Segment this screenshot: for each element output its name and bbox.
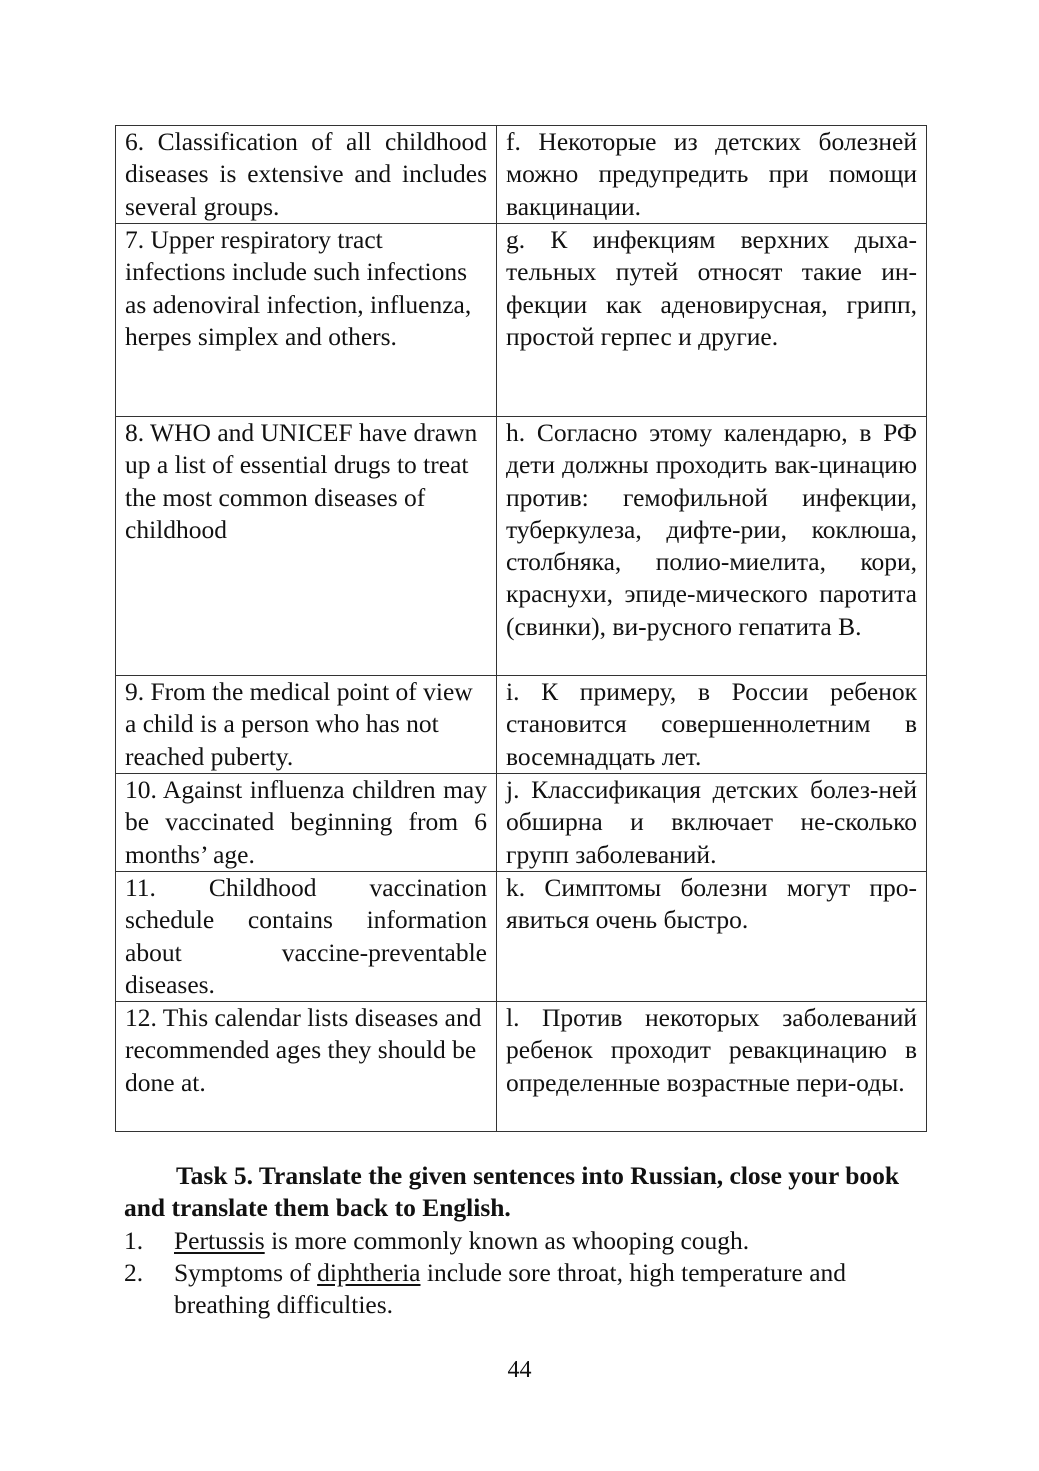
task-section: [124, 1160, 916, 1321]
item-text: include sore throat, high temperature and breathing difficulties.: [174, 1257, 847, 1320]
english-sentence: 6. Classification of all childhood diseases is extensive and includes several groups.: [125, 127, 487, 221]
russian-sentence: k. Симптомы болезни могут про-явиться очень быстро.: [506, 873, 917, 935]
russian-sentence-cell: [497, 676, 927, 774]
russian-sentence-cell: [497, 126, 927, 224]
english-sentence: 12. This calendar lists diseases and recommended ages they should be done at.: [125, 1003, 482, 1097]
russian-sentence-cell: [497, 1002, 927, 1132]
english-sentence-cell: [116, 417, 497, 676]
english-sentence: 9. From the medical point of view a child is a person who has not reached puberty.: [125, 677, 473, 771]
task-title: Task 5. Translate the given sentences into Russian, close your book and translate them back to English.: [124, 1161, 900, 1223]
item-text-prefix: Symptoms of: [174, 1257, 318, 1287]
english-sentence-cell: [116, 872, 497, 1002]
russian-sentence: f. Некоторые из детских болезней можно предупредить при помощи вакцинации.: [506, 127, 917, 221]
list-item: [124, 1225, 916, 1257]
sentence-list: [124, 1225, 916, 1322]
english-sentence: 8. WHO and UNICEF have drawn up a list of essential drugs to treat the most common diseases of childhood: [125, 418, 478, 544]
russian-sentence: h. Согласно этому календарю, в РФ дети должны проходить вак-цинацию против: гемофильной инфекции, туберкулеза, дифте-рии, коклюша, столбняка, полио-миелита, кори, краснухи, эпиде-мического паротита (свинки), ви-русного гепатита В.: [506, 418, 917, 641]
table-row: [116, 676, 927, 774]
russian-sentence: j. Классификация детских болез-ней обширна и включает не-сколько групп заболеваний.: [506, 775, 917, 869]
table-row: [116, 872, 927, 1002]
english-sentence: 11. Childhood vaccination schedule contains information about vaccine-preventable diseases.: [125, 873, 487, 999]
russian-sentence: g. К инфекциям верхних дыха-тельных путей относят такие ин-фекции как аденовирусная, грипп, простой герпес и другие.: [506, 225, 917, 351]
table-row: [116, 417, 927, 676]
term-underlined: Pertussis: [174, 1225, 265, 1255]
english-sentence: 7. Upper respiratory tract infections include such infections as adenoviral infection, influenza, herpes simplex and others.: [125, 225, 472, 351]
english-sentence-cell: [116, 676, 497, 774]
item-text: is more commonly known as whooping cough.: [264, 1225, 750, 1255]
russian-sentence-cell: [497, 417, 927, 676]
term-underlined: diphtheria: [317, 1257, 421, 1287]
table-row: [116, 1002, 927, 1132]
matching-table: [115, 125, 927, 1132]
english-sentence: 10. Against influenza children may be vaccinated beginning from 6 months’ age.: [125, 775, 487, 869]
russian-sentence: i. К примеру, в России ребенок становится совершеннолетним в восемнадцать лет.: [506, 677, 917, 771]
english-sentence-cell: [116, 126, 497, 224]
english-sentence-cell: [116, 1002, 497, 1132]
list-item: [124, 1257, 916, 1322]
page-number: 44: [507, 1357, 532, 1383]
russian-sentence-cell: [497, 774, 927, 872]
table-row: [116, 774, 927, 872]
item-number: 1.: [124, 1225, 144, 1255]
table-row: [116, 126, 927, 224]
english-sentence-cell: [116, 224, 497, 417]
russian-sentence-cell: [497, 224, 927, 417]
english-sentence-cell: [116, 774, 497, 872]
table-row: [116, 224, 927, 417]
russian-sentence-cell: [497, 872, 927, 1002]
russian-sentence: l. Против некоторых заболеваний ребенок проходит ревакцинацию в определенные возрастные пери-оды.: [506, 1003, 917, 1097]
item-number: 2.: [124, 1257, 144, 1287]
